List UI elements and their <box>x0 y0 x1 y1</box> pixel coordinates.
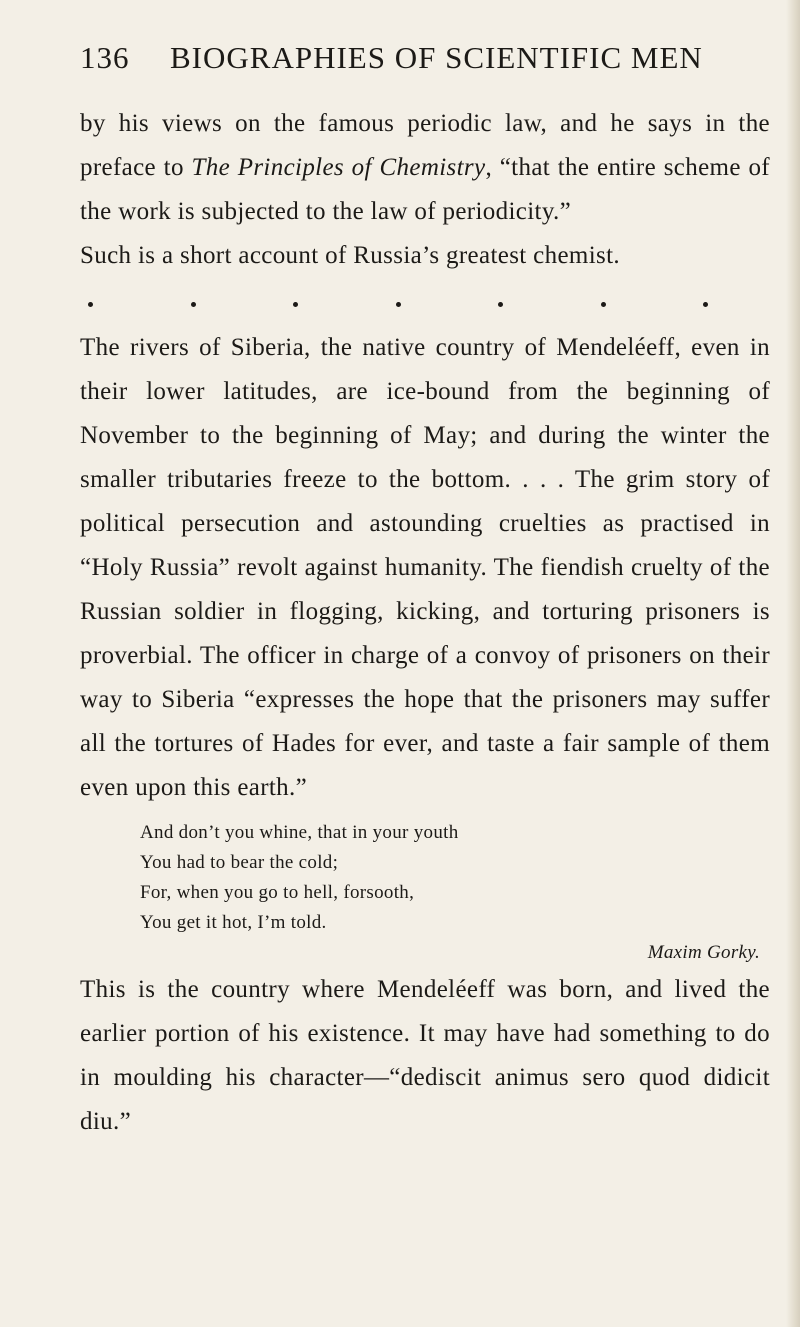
dot <box>498 302 503 307</box>
verse-line: You get it hot, I’m told. <box>140 912 327 933</box>
page-number: 136 <box>80 40 130 75</box>
dot <box>703 302 708 307</box>
running-header <box>80 40 780 76</box>
paragraph-1-end: , “that the entire scheme of the work is subjected to the law of periodicity.” <box>80 154 770 225</box>
dot <box>293 302 298 307</box>
paragraph-2: Such is a short account of Russia’s greatest chemist. <box>80 242 620 269</box>
dot <box>601 302 606 307</box>
dot <box>88 302 93 307</box>
paragraph-4: This is the country where Mendeléeff was born, and lived the earlier portion of his existence. It may have had something to do in moulding his character—“dediscit animus sero quod didicit diu.” <box>80 976 770 1135</box>
paragraph-1 <box>80 102 770 234</box>
page-edge <box>786 0 800 1327</box>
verse-line: And don’t you whine, that in your youth <box>140 822 459 843</box>
verse-quote <box>80 818 770 968</box>
verse-attribution: Maxim Gorky. <box>647 942 760 963</box>
dot <box>396 302 401 307</box>
paragraph-1-start: by his views on the famous periodic law, and he says in the preface to <box>80 110 770 181</box>
page-body <box>80 102 770 1144</box>
dot <box>191 302 196 307</box>
running-title: BIOGRAPHIES OF SCIENTIFIC MEN <box>170 40 703 75</box>
book-title: The Principles of Chemistry <box>191 154 486 181</box>
ellipsis-row <box>88 282 708 326</box>
verse-line: For, when you go to hell, forsooth, <box>140 882 415 903</box>
verse-line: You had to bear the cold; <box>140 852 339 873</box>
paragraph-3: The rivers of Siberia, the native country of Mendeléeff, even in their lower latitudes, are ice-bound from the beginning of November to the beginning of May; and during the winter the smaller tributaries freeze to the bottom. . . . The grim story of political persecution and astounding cruelties as practised in “Holy Russia” revolt against humanity. The fiendish cruelty of the Russian soldier in flogging, kicking, and torturing prisoners is proverbial. The officer in charge of a convoy of prisoners on their way to Siberia “expresses the hope that the prisoners may suffer all the tortures of Hades for ever, and taste a fair sample of them even upon this earth.” <box>80 334 770 801</box>
